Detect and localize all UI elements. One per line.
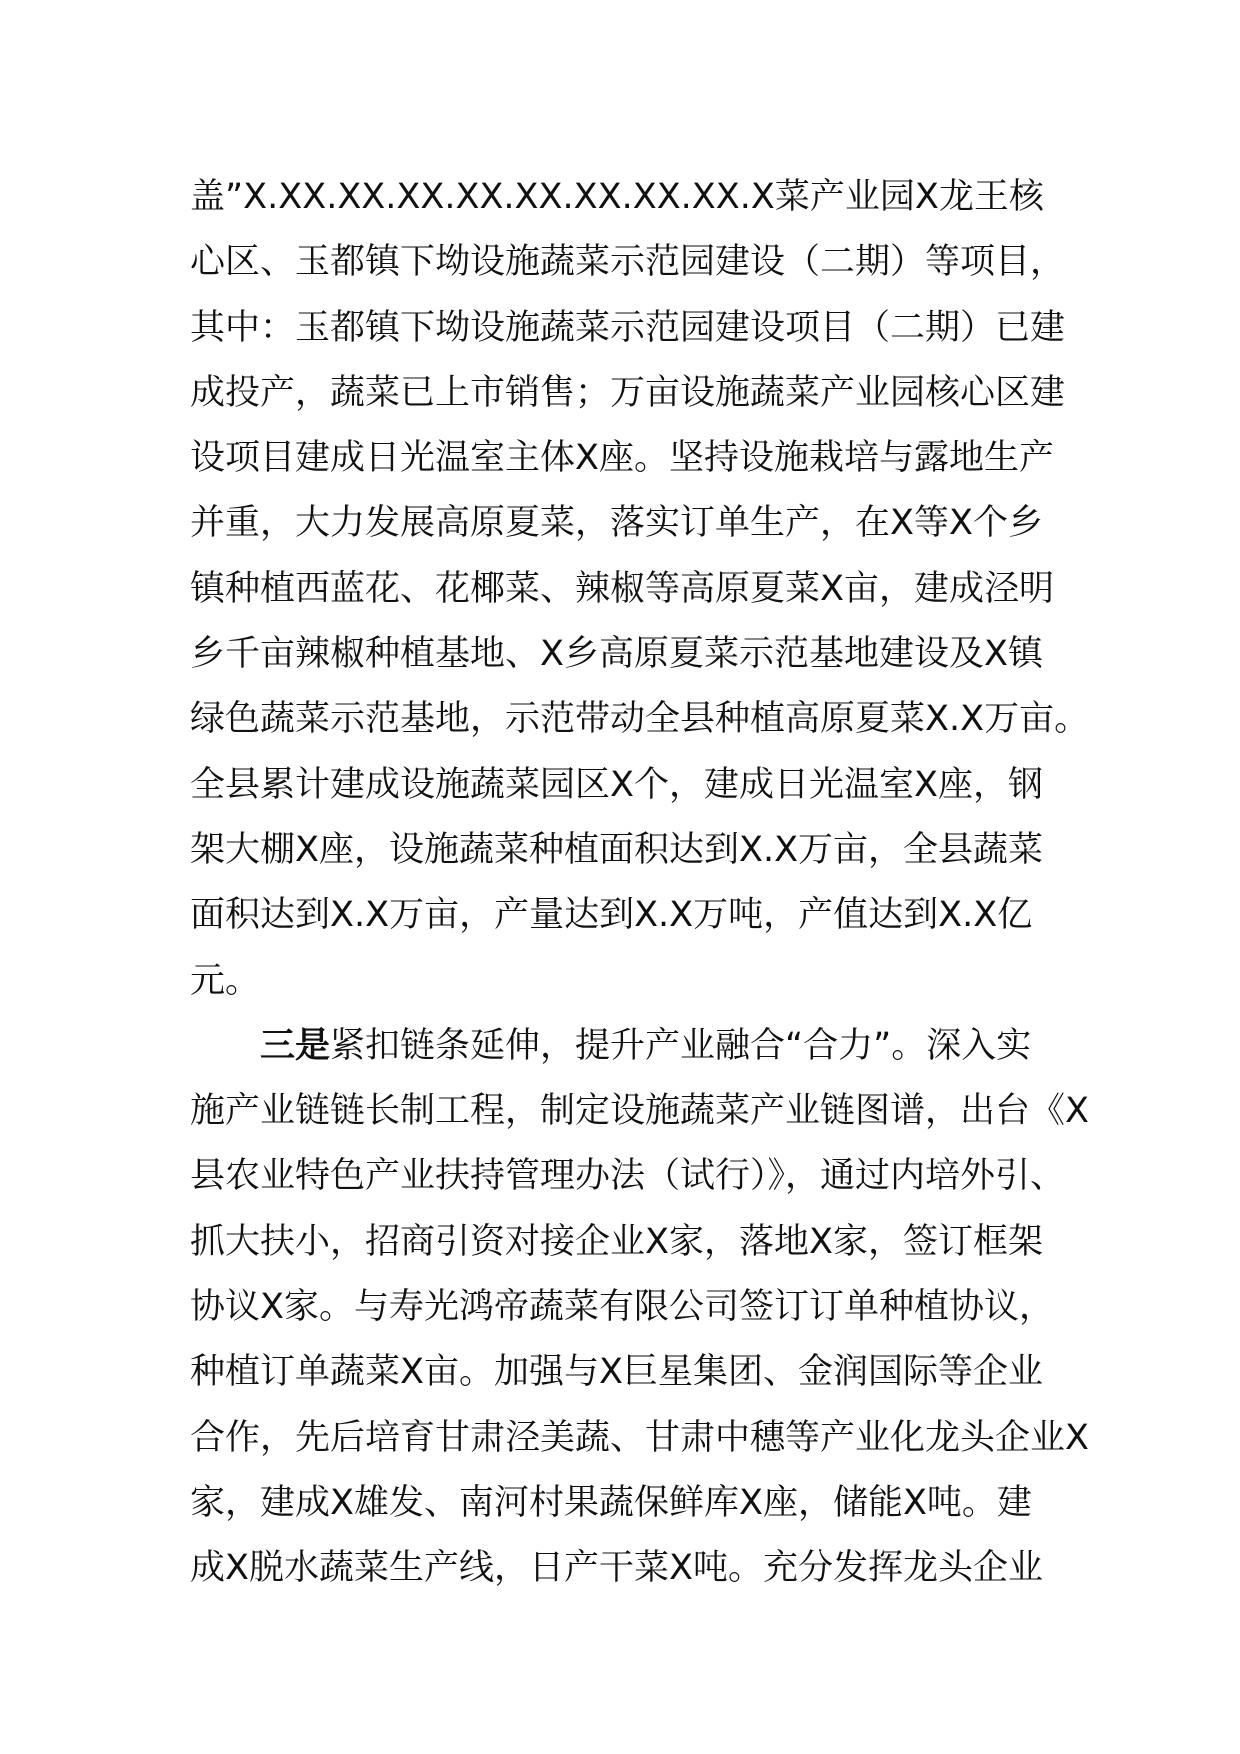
text-line: 全县累计建成设施蔬菜园区X个，建成日光温室X座，钢: [190, 764, 1043, 805]
text-line: 成投产，蔬菜已上市销售；万亩设施蔬菜产业园核心区建: [190, 372, 1066, 413]
text-line: 并重，大力发展高原夏菜，落实订单生产，在X等X个乡: [190, 503, 1043, 544]
text-line: 面积达到X.X万亩，产量达到X.X万吨，产值达到X.X亿: [190, 895, 1033, 936]
text-line: 盖”X.XX.XX.XX.XX.XX.XX.XX.XX.X菜产业园X龙王核: [190, 177, 1044, 217]
text-line: 设项目建成日光温室主体X座。坚持设施栽培与露地生产: [190, 438, 1054, 479]
text-line: 种植订单蔬菜X亩。加强与X巨星集团、金润国际等企业: [190, 1352, 1043, 1393]
paragraph-first-line-text: 紧扣链条延伸，提升产业融合“合力”。深入实: [330, 1025, 1032, 1066]
text-line: 其中：玉都镇下坳设施蔬菜示范园建设项目（二期）已建: [190, 307, 1066, 348]
text-line: 元。: [190, 960, 261, 1001]
text-line: 镇种植西蓝花、花椰菜、辣椒等高原夏菜X亩，建成泾明: [190, 568, 1054, 609]
paragraph-lead-bold: 三是: [260, 1025, 331, 1066]
document-body: [190, 165, 1090, 1602]
text-line: 家，建成X雄发、南河村果蔬保鲜库X座，储能X吨。建: [190, 1482, 1032, 1523]
paragraph-first-line: [190, 1014, 1070, 1079]
text-line: 架大棚X座，设施蔬菜种植面积达到X.X万亩，全县蔬菜: [190, 829, 1044, 870]
text-line: 合作，先后培育甘肃泾美蔬、甘肃中穗等产业化龙头企业X: [190, 1417, 1089, 1458]
text-line: 县农业特色产业扶持管理办法（试行）》，通过内培外引、: [190, 1156, 1066, 1197]
text-line: 绿色蔬菜示范基地，示范带动全县种植高原夏菜X.X万亩。: [190, 699, 1090, 740]
text-line: 乡千亩辣椒种植基地、X乡高原夏菜示范基地建设及X镇: [190, 634, 1043, 675]
text-line: 心区、玉都镇下坳设施蔬菜示范园建设（二期）等项目，: [190, 242, 1066, 283]
text-line: 成X脱水蔬菜生产线，日产干菜X吨。充分发挥龙头企业: [190, 1548, 1043, 1589]
text-line: 协议X家。与寿光鸿帝蔬菜有限公司签订订单种植协议，: [190, 1287, 1054, 1328]
text-line: 施产业链链长制工程，制定设施蔬菜产业链图谱，出台《X: [190, 1091, 1089, 1132]
text-line: 抓大扶小，招商引资对接企业X家，落地X家，签订框架: [190, 1221, 1043, 1262]
